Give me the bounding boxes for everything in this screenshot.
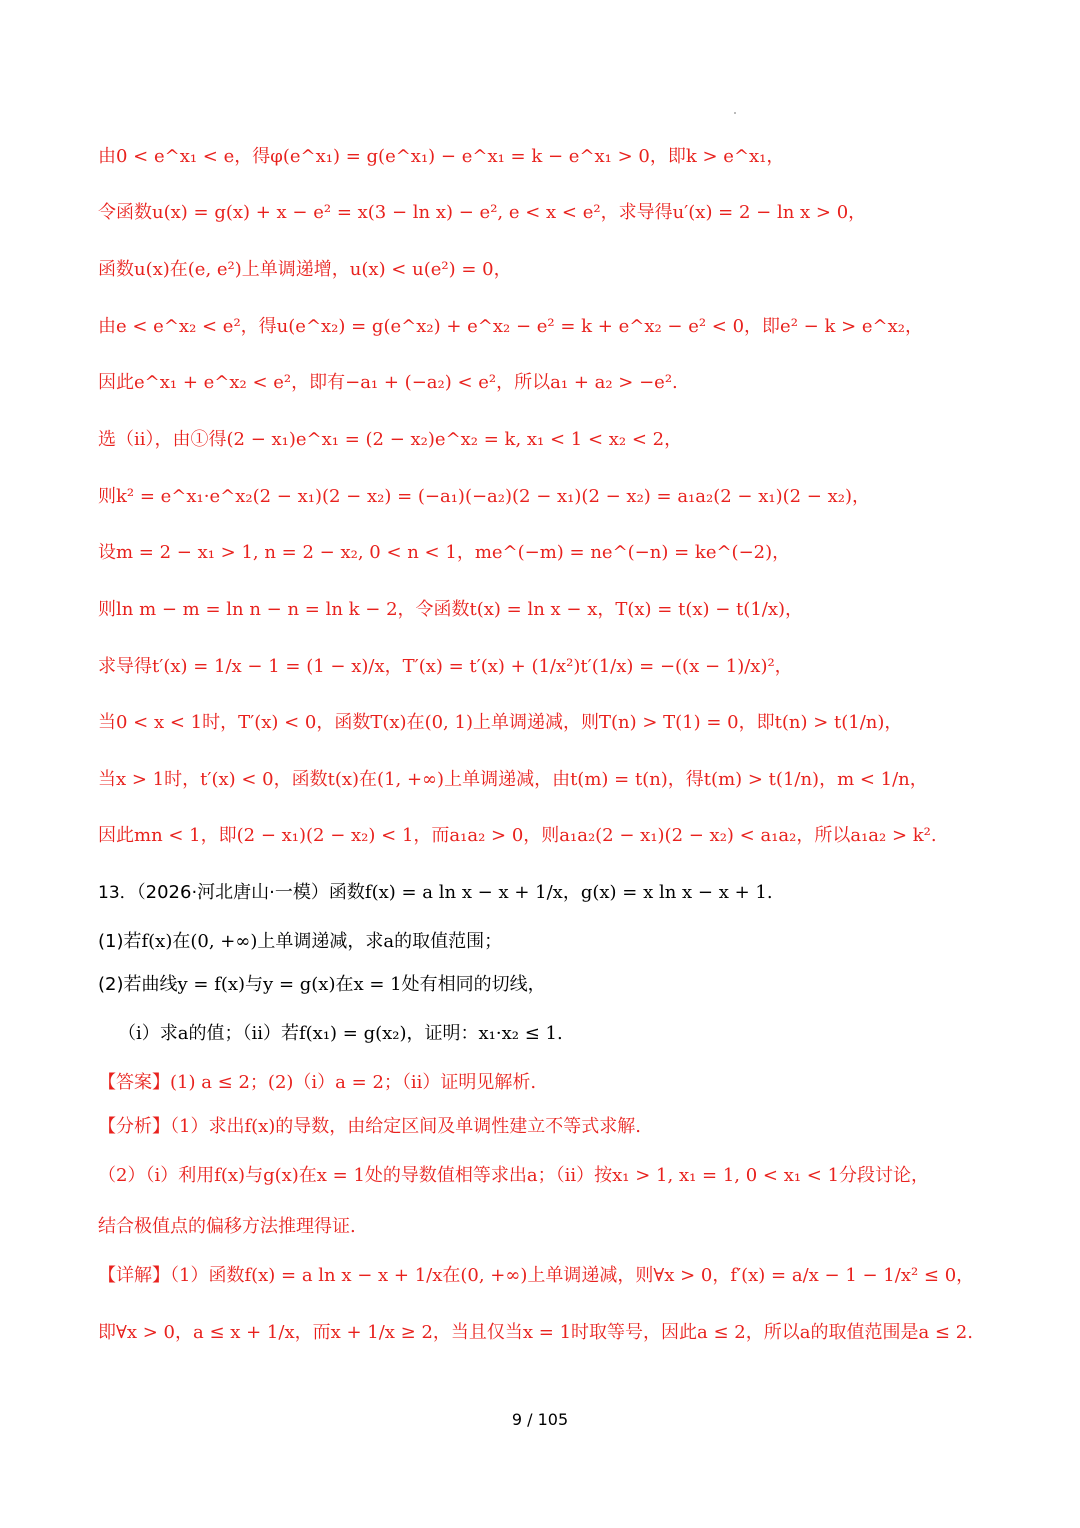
analysis-line-3: 结合极值点的偏移方法推理得证. [98, 1216, 356, 1237]
analysis-text-1: （1）求出f(x)的导数，由给定区间及单调性建立不等式求解. [170, 1116, 642, 1137]
problem-stem: 函数f(x) = a ln x − x + 1/x，g(x) = x ln x − x + 1. [328, 882, 773, 903]
problem-part-2 [98, 970, 1040, 1000]
answer-line [98, 1068, 1040, 1098]
solution-line-12: 当x > 1时，t′(x) < 0，函数t(x)在(1, +∞)上单调递减，由t(m) = t(n)，得t(m) > t(1/n)，m < 1/n， [98, 769, 928, 790]
solution-line-4: 由e < e^x₂ < e²，得u(e^x₂) = g(e^x₂) + e^x₂ − e² = k + e^x₂ − e² < 0，即e² − k > e^x₂， [98, 316, 923, 337]
detail-text-1: （1）函数f(x) = a ln x − x + 1/x在(0, +∞)上单调递减，则∀x > 0，f′(x) = a/x − 1 − 1/x² ≤ 0， [170, 1265, 975, 1286]
solution-line-2: 令函数u(x) = g(x) + x − e² = x(3 − ln x) − e², e < x < e²，求导得u′(x) = 2 − ln x > 0， [98, 202, 867, 223]
analysis-line-2: （2）（ⅰ）利用f(x)与g(x)在x = 1处的导数值相等求出a；（ⅱ）按x₁ > 1, x₁ = 1, 0 < x₁ < 1分段讨论， [98, 1165, 930, 1186]
part-1-text: 若f(x)在(0, +∞)上单调递减，求a的取值范围； [123, 931, 503, 952]
solution-line-11: 当0 < x < 1时，T′(x) < 0，函数T(x)在(0, 1)上单调递减，则T(n) > T(1) = 0，即t(n) > t(1/n)， [98, 712, 903, 733]
solution-line-1: 由0 < e^x₁ < e，得φ(e^x₁) = g(e^x₁) − e^x₁ = k − e^x₁ > 0，即k > e^x₁， [98, 146, 785, 167]
part-2-label: (2) [98, 974, 124, 995]
problem-source: （2026·河北唐山·一模） [136, 882, 329, 903]
answer-text: (1) a ≤ 2；(2)（ⅰ）a = 2；（ⅱ）证明见解析. [170, 1072, 537, 1093]
part-1-label: (1) [98, 931, 124, 952]
answer-tag: 【答案】 [98, 1072, 170, 1093]
solution-line-10: 求导得t′(x) = 1/x − 1 = (1 − x)/x，T′(x) = t′(x) + (1/x²)t′(1/x) = −((x − 1)/x)²， [98, 656, 793, 677]
problem-part-1 [98, 927, 1040, 957]
solution-line-7: 则k² = e^x₁·e^x₂(2 − x₁)(2 − x₂) = (−a₁)(−a₂)(2 − x₁)(2 − x₂) = a₁a₂(2 − x₁)(2 − x₂)， [98, 486, 871, 507]
solution-line-3: 函数u(x)在(e, e²)上单调递增，u(x) < u(e²) = 0， [98, 259, 512, 280]
problem-header [98, 878, 1040, 908]
analysis-line-1 [98, 1112, 1040, 1142]
analysis-tag: 【分析】 [98, 1116, 170, 1137]
part-2-text: 若曲线y = f(x)与y = g(x)在x = 1处有相同的切线， [123, 974, 546, 995]
detail-tag: 【详解】 [98, 1265, 170, 1286]
problem-part-2-sub: （ⅰ）求a的值；（ⅱ）若f(x₁) = g(x₂)，证明：x₁·x₂ ≤ 1. [118, 1023, 563, 1044]
detail-line-1 [98, 1261, 1040, 1291]
scan-speck [734, 112, 736, 114]
solution-line-5: 因此e^x₁ + e^x₂ < e²，即有−a₁ + (−a₂) < e²，所以a₁ + a₂ > −e². [98, 372, 678, 393]
detail-line-2: 即∀x > 0，a ≤ x + 1/x，而x + 1/x ≥ 2，当且仅当x = 1时取等号，因此a ≤ 2，所以a的取值范围是a ≤ 2. [98, 1322, 973, 1343]
solution-line-8: 设m = 2 − x₁ > 1, n = 2 − x₂, 0 < n < 1，me^(−m) = ne^(−n) = ke^(−2)， [98, 542, 791, 563]
solution-line-13: 因此mn < 1，即(2 − x₁)(2 − x₂) < 1，而a₁a₂ > 0，则a₁a₂(2 − x₁)(2 − x₂) < a₁a₂，所以a₁a₂ > k². [98, 825, 937, 846]
page-number: 9 / 105 [511, 1410, 569, 1429]
solution-line-6: 选（ⅱ），由①得(2 − x₁)e^x₁ = (2 − x₂)e^x₂ = k, x₁ < 1 < x₂ < 2， [98, 429, 683, 450]
solution-line-9: 则ln m − m = ln n − n = ln k − 2，令函数t(x) = ln x − x，T(x) = t(x) − t(1/x)， [98, 599, 804, 620]
problem-number: 13． [98, 883, 137, 903]
